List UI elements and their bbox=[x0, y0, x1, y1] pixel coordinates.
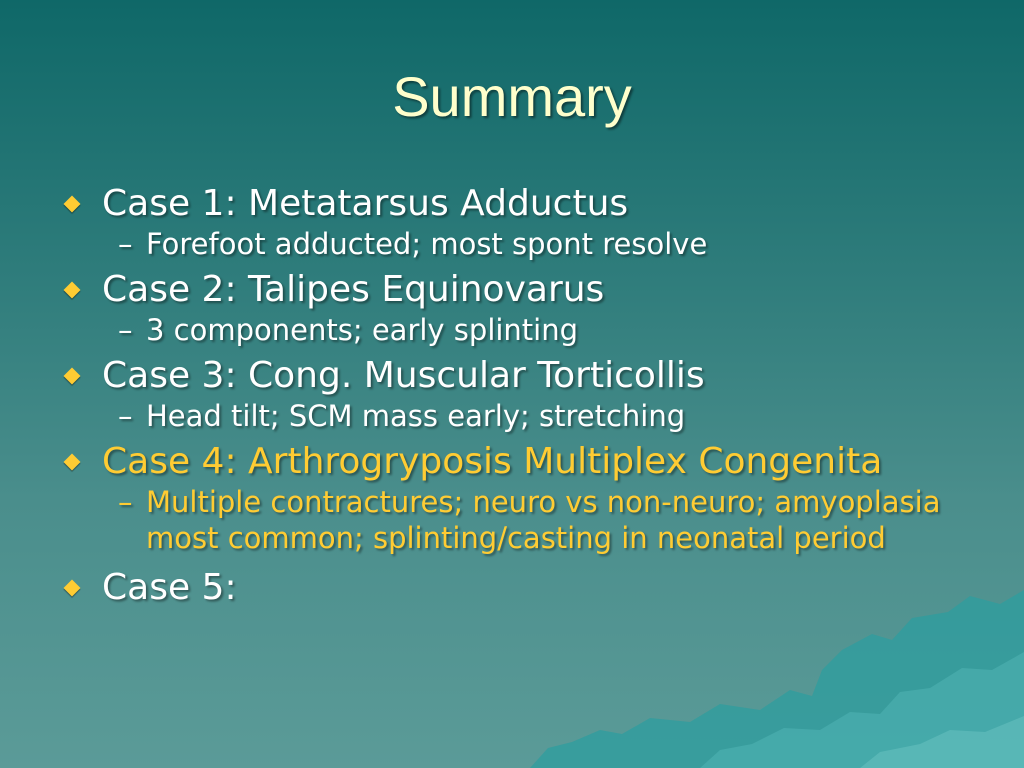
sub-bullet-case-2 bbox=[118, 312, 980, 348]
dash-icon: – bbox=[118, 227, 133, 261]
sub-bullet-case-1 bbox=[118, 226, 980, 262]
bullet-case-3 bbox=[60, 354, 980, 398]
diamond-bullet-icon bbox=[64, 196, 81, 213]
diamond-bullet-icon bbox=[64, 454, 81, 471]
sub-bullet-text: Multiple contractures; neuro vs non-neuro; amyoplasia most common; splinting/casting in neonatal period bbox=[146, 485, 941, 555]
bullet-case-2 bbox=[60, 268, 980, 312]
slide-title: Summary bbox=[392, 65, 632, 128]
bullet-case-4 bbox=[60, 440, 980, 484]
dash-icon: – bbox=[118, 399, 133, 433]
bullet-text: Case 5: bbox=[102, 567, 237, 608]
sub-bullet-text: 3 components; early splinting bbox=[146, 313, 579, 347]
bullet-case-5 bbox=[60, 566, 980, 610]
sub-bullet-case-4 bbox=[118, 484, 980, 556]
dash-icon: – bbox=[118, 485, 133, 519]
diamond-bullet-icon bbox=[64, 580, 81, 597]
bullet-text: Case 1: Metatarsus Adductus bbox=[102, 183, 629, 224]
sub-bullet-case-3 bbox=[118, 398, 980, 434]
sub-bullet-text: Head tilt; SCM mass early; stretching bbox=[146, 399, 686, 433]
diamond-bullet-icon bbox=[64, 368, 81, 385]
bullet-text: Case 3: Cong. Muscular Torticollis bbox=[102, 355, 705, 396]
diamond-bullet-icon bbox=[64, 282, 81, 299]
dash-icon: – bbox=[118, 313, 133, 347]
bullet-case-1 bbox=[60, 182, 980, 226]
bullet-text: Case 4: Arthrogryposis Multiplex Congenita bbox=[102, 441, 883, 482]
sub-bullet-text: Forefoot adducted; most spont resolve bbox=[146, 227, 708, 261]
bullet-list bbox=[60, 182, 980, 610]
bullet-text: Case 2: Talipes Equinovarus bbox=[102, 269, 605, 310]
